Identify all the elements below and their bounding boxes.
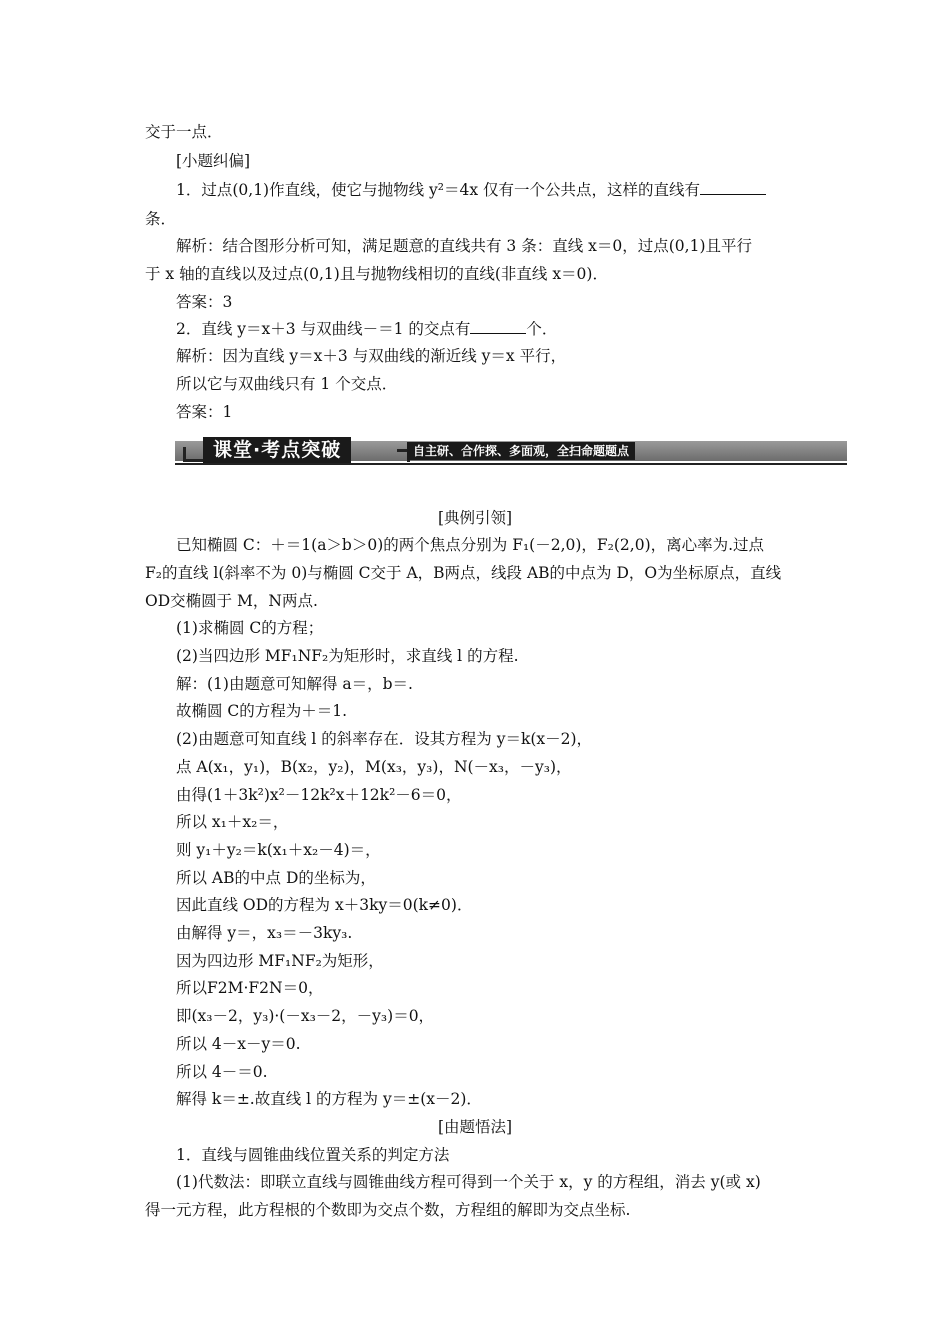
text-line: 所以 x₁＋x₂＝，: [176, 813, 289, 831]
text-line: 1．直线与圆锥曲线位置关系的判定方法: [176, 1146, 450, 1164]
text-line: 解：(1)由题意可知解得 a＝，b＝.: [176, 675, 413, 693]
text-line: 条．: [145, 210, 177, 228]
question-1-text: 1．过点(0,1)作直线，使它与抛物线 y²＝4x 仅有一个公共点，这样的直线有: [176, 181, 701, 199]
text-line: (1)求椭圆 C的方程；: [176, 619, 324, 637]
answer-line: 答案：3: [176, 293, 233, 311]
text-line: 由得(1＋3k²)x²－12k²x＋12k²－6＝0，: [176, 786, 462, 804]
text-line: (2)由题意可知直线 l 的斜率存在．设其方程为 y＝k(x－2)，: [176, 730, 593, 748]
text-line: 得一元方程，此方程根的个数即为交点个数，方程组的解即为交点坐标.: [145, 1201, 631, 1219]
text-line: (2)当四边形 MF₁NF₂为矩形时，求直线 l 的方程.: [176, 647, 519, 665]
section-label: [小题纠偏]: [176, 152, 251, 170]
text-line: 因此直线 OD的方程为 x＋3ky＝0(k≠0)．: [176, 896, 473, 914]
question-2-text: 2．直线 y＝x＋3 与双曲线－＝1 的交点有: [176, 320, 471, 338]
text-line: 所以 4－＝0.: [176, 1063, 268, 1081]
text-line: 解析：结合图形分析可知，满足题意的直线共有 3 条：直线 x＝0，过点(0,1)且平行: [176, 237, 752, 255]
banner-title: 课堂·考点突破: [203, 437, 351, 463]
text-line: 解析：因为直线 y＝x＋3 与双曲线的渐近线 y＝x 平行，: [176, 347, 567, 365]
question-2: [176, 319, 557, 339]
text-line: 于 x 轴的直线以及过点(0,1)且与抛物线相切的直线(非直线 x＝0)．: [145, 265, 608, 283]
answer-blank: [470, 319, 526, 334]
text-line: 交于一点．: [145, 123, 223, 141]
text-line: 故椭圆 C的方程为＋＝1.: [176, 702, 348, 720]
text-line: 已知椭圆 C：＋＝1(a＞b＞0)的两个焦点分别为 F₁(－2,0)，F₂(2,0)，离心率为.过点: [176, 536, 765, 554]
text-line: 则 y₁＋y₂＝k(x₁＋x₂－4)＝，: [176, 841, 381, 859]
section-label: [典例引领]: [437, 509, 513, 527]
section-banner: [175, 437, 847, 467]
text-line: F₂的直线 l(斜率不为 0)与椭圆 C交于 A，B两点，线段 AB的中点为 D，O为坐标原点，直线: [145, 564, 782, 582]
answer-line: 答案：1: [176, 403, 233, 421]
text-line: 所以 4－x－y＝0.: [176, 1035, 301, 1053]
text-line: 由解得 y＝，x₃＝－3ky₃.: [176, 924, 353, 942]
text-line: 所以F2M·F2N＝0，: [176, 979, 324, 997]
text-line: 解得 k＝±.故直线 l 的方程为 y＝±(x－2)．: [176, 1090, 482, 1108]
banner-subtitle: 自主研、合作探、多面观，全扫命题题点: [407, 442, 635, 460]
question-2-tail: 个．: [526, 320, 558, 338]
section-label: [由题悟法]: [437, 1118, 513, 1136]
question-1: [176, 180, 766, 200]
text-line: 所以它与双曲线只有 1 个交点．: [176, 375, 398, 393]
text-line: OD交椭圆于 M，N两点.: [145, 592, 318, 610]
answer-blank: [700, 180, 766, 195]
text-line: (1)代数法：即联立直线与圆锥曲线方程可得到一个关于 x，y 的方程组，消去 y(或 x): [176, 1173, 761, 1191]
text-line: 即(x₃－2，y₃)·(－x₃－2，－y₃)＝0，: [176, 1007, 435, 1025]
text-line: 所以 AB的中点 D的坐标为，: [176, 869, 376, 887]
text-line: 因为四边形 MF₁NF₂为矩形，: [176, 952, 384, 970]
text-line: 点 A(x₁，y₁)，B(x₂，y₂)，M(x₃，y₃)，N(－x₃，－y₃)，: [176, 758, 572, 776]
